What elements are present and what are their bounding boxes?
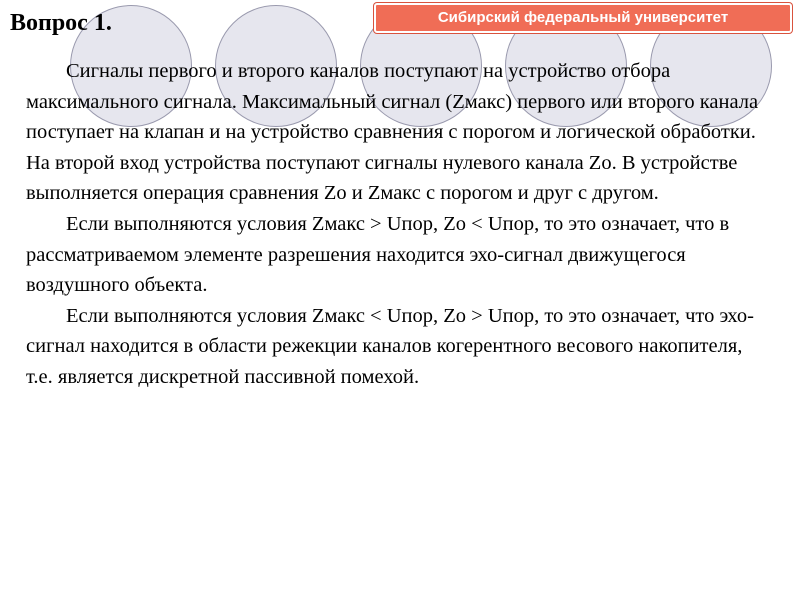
paragraph-1: Сигналы первого и второго каналов поступают на устройство отбора максимального сигнала. Максимальный сигнал (Zмакс) первого или второго канала поступает на клапан и на устройство сравнения с порогом и логической обработки. На второй вход устройства поступают сигналы нулевого канала Zo. В устройстве выполняется операция сравнения Zo и Zмакс с порогом и друг с другом. xyxy=(26,60,759,205)
paragraph-3: Если выполняются условия Zмакс < Uпор, Zo > Uпор, то это означает, что эхо-сигнал находится в области режекции каналов когерентного весового накопителя, т.е. является дискретной пассивной помехой. xyxy=(26,304,754,388)
slide-body xyxy=(26,56,766,393)
paragraph-2: Если выполняются условия Zмакс > Uпор, Zo < Uпор, то это означает, что в рассматриваемом элементе разрешения находится эхо-сигнал движущегося воздушного объекта. xyxy=(26,212,730,297)
slide-title: Вопрос 1. xyxy=(10,10,112,36)
university-badge: Сибирский федеральный университет xyxy=(374,3,792,33)
